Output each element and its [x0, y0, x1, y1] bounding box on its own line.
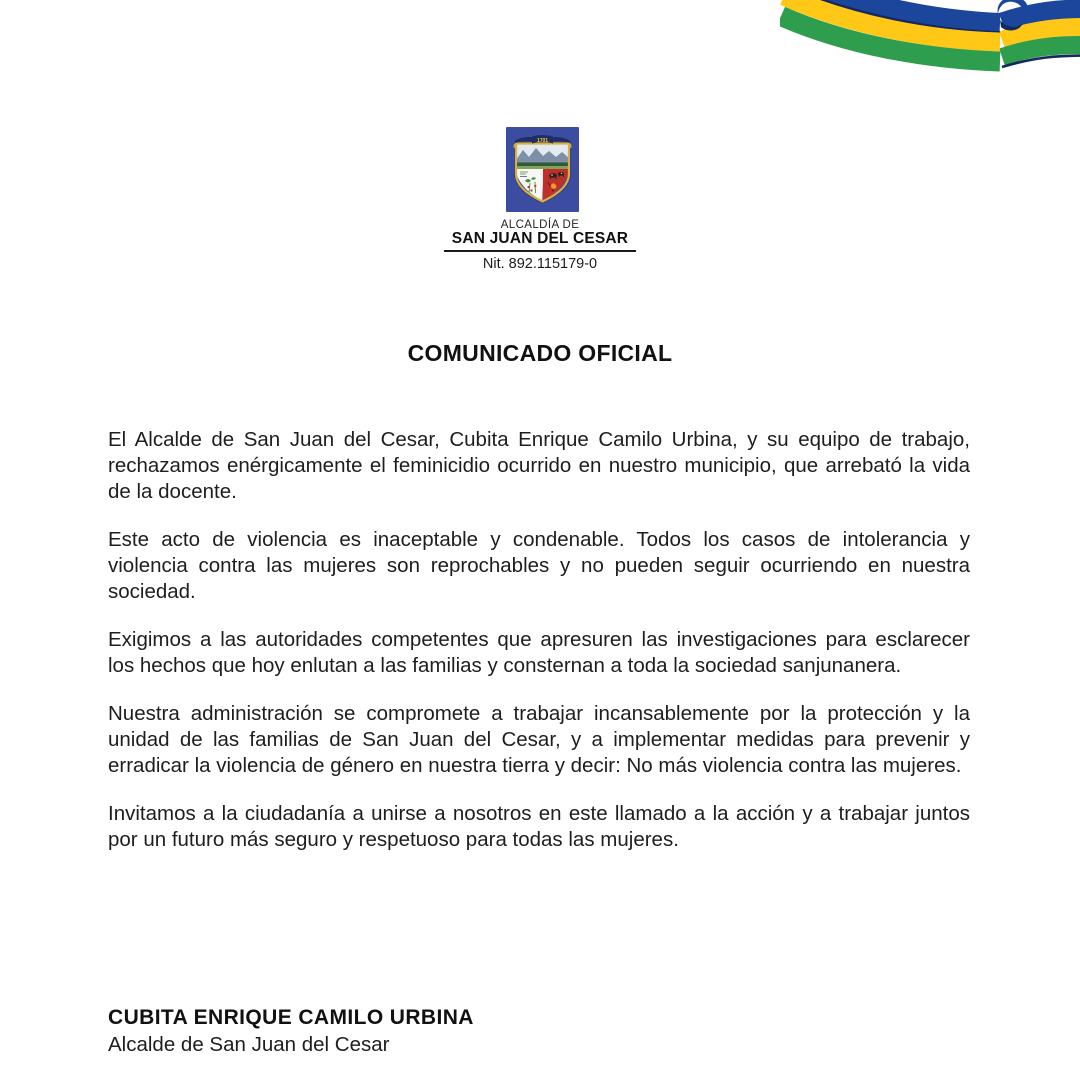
body-paragraph: Exigimos a las autoridades competentes que apresuren las investigaciones para esclarecer los hechos que hoy enlutan a las familias y consternan a toda la sociedad sanjunanera. [108, 628, 970, 677]
letterhead-divider [444, 250, 636, 252]
document-title: COMUNICADO OFICIAL [407, 340, 673, 366]
crest-shield-icon [506, 127, 579, 212]
flag-ribbon-icon [780, 0, 1080, 90]
body-paragraph: Este acto de violencia es inaceptable y condenable. Todos los casos de intolerancia y violencia contra las mujeres son reprochables y no pueden seguir ocurriendo en nuestra sociedad. [108, 528, 970, 603]
crest-year-label: 1701 [536, 137, 549, 144]
body-paragraph: Invitamos a la ciudadanía a unirse a nosotros en este llamado a la acción y a trabajar juntos por un futuro más seguro y respetuoso para todas las mujeres. [108, 802, 970, 851]
body-paragraph: Nuestra administración se compromete a trabajar incansablemente por la protección y la unidad de las familias de San Juan del Cesar, y a implementar medidas para prevenir y erradicar la violencia de género en nuestra tierra y decir: No más violencia contra las mujeres. [108, 702, 970, 777]
body-paragraph: El Alcalde de San Juan del Cesar, Cubita Enrique Camilo Urbina, y su equipo de trabajo, rechazamos enérgicamente el feminicidio ocurrido en nuestro municipio, que arrebató la vida de la docente. [108, 428, 970, 503]
org-name-label: SAN JUAN DEL CESAR [451, 230, 629, 247]
signature-block [108, 1004, 970, 1058]
signature-name: CUBITA ENRIQUE CAMILO URBINA [108, 1006, 474, 1029]
org-prefix-label: ALCALDÍA DE [500, 219, 580, 231]
signature-role: Alcalde de San Juan del Cesar [108, 1033, 390, 1056]
municipal-crest [506, 127, 579, 212]
flag-ribbon-graphic [780, 0, 1080, 90]
document-body [108, 427, 970, 875]
nit-label: Nit. 892.115179-0 [482, 256, 598, 272]
